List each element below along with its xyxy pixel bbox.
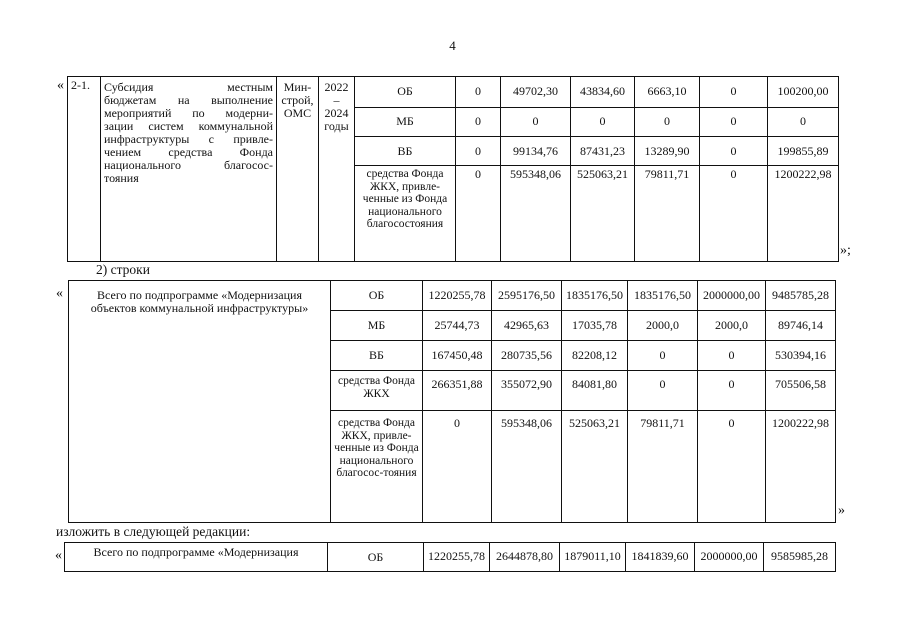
value-cell: 595348,06 xyxy=(501,166,571,262)
value-cell: 525063,21 xyxy=(571,166,635,262)
source-cell: ОБ xyxy=(355,77,456,108)
source-cell: ВБ xyxy=(331,341,423,371)
value-cell: 25744,73 xyxy=(423,311,492,341)
source-cell: ВБ xyxy=(355,137,456,166)
value-cell: 0 xyxy=(571,108,635,137)
value-cell: 82208,12 xyxy=(562,341,628,371)
desc-line: бюджетам на выполнение xyxy=(104,93,273,107)
value-cell: 0 xyxy=(768,108,839,137)
value-cell: 89746,14 xyxy=(766,311,836,341)
value-cell: 99134,76 xyxy=(501,137,571,166)
desc-line: чением средства Фонда xyxy=(104,145,273,159)
desc-line: инфраструктуры с привле- xyxy=(104,132,273,146)
value-cell: 705506,58 xyxy=(766,371,836,411)
page-number: 4 xyxy=(449,38,456,53)
value-cell: 525063,21 xyxy=(562,411,628,523)
value-cell: 100200,00 xyxy=(768,77,839,108)
value-cell: 0 xyxy=(700,77,768,108)
value-cell: 49702,30 xyxy=(501,77,571,108)
value-cell: 280735,56 xyxy=(492,341,562,371)
table-subsidy-row xyxy=(67,76,839,262)
desc-line: мероприятий по модерни- xyxy=(104,106,273,120)
period: 2022 – 2024 годы xyxy=(319,77,355,262)
value-cell: 0 xyxy=(456,137,501,166)
value-cell: 0 xyxy=(700,166,768,262)
desc-line: зации систем коммунальной xyxy=(104,119,273,133)
source-cell: МБ xyxy=(355,108,456,137)
value-cell: 2644878,80 xyxy=(490,543,560,572)
value-cell: 0 xyxy=(698,341,766,371)
value-cell: 1200222,98 xyxy=(768,166,839,262)
executor: Мин-строй, ОМС xyxy=(277,77,319,262)
closing-quote: » xyxy=(838,503,845,518)
source-cell: средства Фонда ЖКХ, привле-ченные из Фонда национального благосос-тояния xyxy=(331,411,423,523)
value-cell: 42965,63 xyxy=(492,311,562,341)
value-cell: 0 xyxy=(456,77,501,108)
value-cell: 199855,89 xyxy=(768,137,839,166)
value-cell: 2000,0 xyxy=(628,311,698,341)
value-cell: 17035,78 xyxy=(562,311,628,341)
value-cell: 0 xyxy=(456,166,501,262)
table-subprogram-total xyxy=(68,280,836,523)
desc-line: национального благосос- xyxy=(104,158,273,172)
value-cell: 9585985,28 xyxy=(764,543,836,572)
value-cell: 0 xyxy=(628,371,698,411)
value-cell: 2000,0 xyxy=(698,311,766,341)
opening-quote-1: « xyxy=(57,78,64,93)
value-cell: 1220255,78 xyxy=(423,281,492,311)
row-index: 2-1. xyxy=(68,77,101,262)
value-cell: 1841839,60 xyxy=(626,543,695,572)
value-cell: 13289,90 xyxy=(635,137,700,166)
value-cell: 2595176,50 xyxy=(492,281,562,311)
value-cell: 0 xyxy=(628,341,698,371)
value-cell: 6663,10 xyxy=(635,77,700,108)
source-cell: ОБ xyxy=(331,281,423,311)
value-cell: 0 xyxy=(698,371,766,411)
value-cell: 0 xyxy=(423,411,492,523)
value-cell: 1200222,98 xyxy=(766,411,836,523)
section-item-2: 2) строки xyxy=(96,262,150,277)
value-cell: 9485785,28 xyxy=(766,281,836,311)
table-new-edition xyxy=(64,542,836,572)
source-cell: ОБ xyxy=(328,543,424,572)
value-cell: 530394,16 xyxy=(766,341,836,371)
subprogram-label: Всего по подпрограмме «Модернизация xyxy=(65,543,328,572)
value-cell: 2000000,00 xyxy=(698,281,766,311)
value-cell: 1835176,50 xyxy=(562,281,628,311)
value-cell: 79811,71 xyxy=(635,166,700,262)
value-cell: 1835176,50 xyxy=(628,281,698,311)
source-cell: средства Фонда ЖКХ xyxy=(331,371,423,411)
value-cell: 266351,88 xyxy=(423,371,492,411)
value-cell: 0 xyxy=(501,108,571,137)
value-cell: 595348,06 xyxy=(492,411,562,523)
opening-quote-3: « xyxy=(55,548,62,563)
source-cell: МБ xyxy=(331,311,423,341)
measure-description xyxy=(101,77,277,262)
value-cell: 0 xyxy=(635,108,700,137)
desc-line: Субсидия местным xyxy=(104,80,273,94)
value-cell: 0 xyxy=(698,411,766,523)
value-cell: 0 xyxy=(456,108,501,137)
value-cell: 79811,71 xyxy=(628,411,698,523)
value-cell: 1879011,10 xyxy=(560,543,626,572)
value-cell: 87431,23 xyxy=(571,137,635,166)
desc-line: тояния xyxy=(104,171,139,185)
value-cell: 2000000,00 xyxy=(695,543,764,572)
value-cell: 84081,80 xyxy=(562,371,628,411)
value-cell: 0 xyxy=(700,137,768,166)
opening-quote-2: « xyxy=(56,286,63,301)
value-cell: 43834,60 xyxy=(571,77,635,108)
section-replace: изложить в следующей редакции: xyxy=(56,524,251,539)
value-cell: 355072,90 xyxy=(492,371,562,411)
value-cell: 1220255,78 xyxy=(424,543,490,572)
value-cell: 0 xyxy=(700,108,768,137)
closing-quote-semicolon: »; xyxy=(840,243,851,258)
value-cell: 167450,48 xyxy=(423,341,492,371)
source-cell: средства Фонда ЖКХ, привле-ченные из Фонда национального благосостояния xyxy=(355,166,456,262)
subprogram-label: Всего по подпрограмме «Модернизация объектов коммунальной инфраструктуры» xyxy=(69,281,331,523)
